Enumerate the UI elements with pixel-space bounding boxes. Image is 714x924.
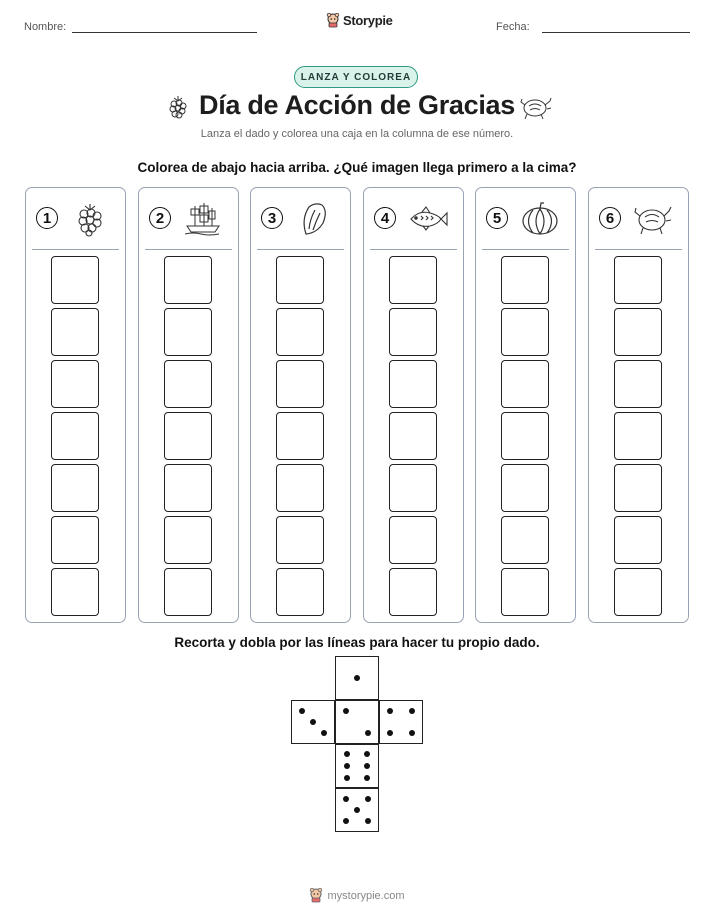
die-face-4 <box>379 700 423 744</box>
color-box[interactable] <box>164 464 212 512</box>
color-box[interactable] <box>164 308 212 356</box>
color-box[interactable] <box>614 516 662 564</box>
column-2 <box>138 187 239 623</box>
color-box[interactable] <box>276 568 324 616</box>
column-3 <box>250 187 351 623</box>
color-box[interactable] <box>276 308 324 356</box>
fish-icon <box>408 201 448 237</box>
die-face-2 <box>335 700 379 744</box>
footer-url: mystorypie.com <box>327 889 405 902</box>
column-number: 2 <box>149 207 171 229</box>
color-box[interactable] <box>614 568 662 616</box>
footer <box>0 888 714 903</box>
color-box[interactable] <box>389 464 437 512</box>
color-box[interactable] <box>276 516 324 564</box>
color-box[interactable] <box>276 256 324 304</box>
color-box[interactable] <box>276 464 324 512</box>
column-divider <box>145 249 232 250</box>
color-box[interactable] <box>51 308 99 356</box>
die-face-3 <box>291 700 335 744</box>
color-box[interactable] <box>614 412 662 460</box>
die-face-1 <box>335 656 379 700</box>
instruction-top: Colorea de abajo hacia arriba. ¿Qué imagen llega primero a la cima? <box>137 160 577 175</box>
color-box[interactable] <box>164 516 212 564</box>
subtitle: Lanza el dado y colorea una caja en la columna de ese número. <box>200 128 514 140</box>
color-box[interactable] <box>501 360 549 408</box>
color-box[interactable] <box>389 516 437 564</box>
turkey-icon <box>633 201 673 237</box>
ship-icon <box>183 201 223 237</box>
color-box[interactable] <box>51 360 99 408</box>
pumpkin-icon <box>520 201 560 237</box>
column-divider <box>370 249 457 250</box>
color-box[interactable] <box>501 308 549 356</box>
color-box[interactable] <box>51 412 99 460</box>
seed-icon <box>295 201 335 237</box>
mascot-icon <box>309 888 323 903</box>
name-line[interactable] <box>72 32 257 33</box>
logo-text: Storypie <box>343 13 393 28</box>
color-box[interactable] <box>501 412 549 460</box>
name-label: Nombre: <box>24 21 67 33</box>
page-title: Día de Acción de Gracias <box>199 90 515 120</box>
column-5 <box>475 187 576 623</box>
date-label: Fecha: <box>496 21 530 33</box>
color-box[interactable] <box>501 464 549 512</box>
color-box[interactable] <box>276 360 324 408</box>
color-box[interactable] <box>614 464 662 512</box>
column-4 <box>363 187 464 623</box>
column-number: 5 <box>486 207 508 229</box>
color-box[interactable] <box>389 568 437 616</box>
column-number: 1 <box>36 207 58 229</box>
color-box[interactable] <box>614 308 662 356</box>
die-face-5 <box>335 788 379 832</box>
color-box[interactable] <box>614 360 662 408</box>
color-box[interactable] <box>501 568 549 616</box>
color-box[interactable] <box>389 308 437 356</box>
date-line[interactable] <box>542 32 690 33</box>
instruction-bottom: Recorta y dobla por las líneas para hacer tu propio dado. <box>174 635 540 650</box>
color-box[interactable] <box>389 360 437 408</box>
color-box[interactable] <box>51 464 99 512</box>
color-box[interactable] <box>501 516 549 564</box>
color-box[interactable] <box>389 412 437 460</box>
color-box[interactable] <box>501 256 549 304</box>
color-box[interactable] <box>276 412 324 460</box>
color-box[interactable] <box>51 256 99 304</box>
column-divider <box>257 249 344 250</box>
column-divider <box>482 249 569 250</box>
color-box[interactable] <box>51 516 99 564</box>
column-number: 4 <box>374 207 396 229</box>
raspberry-icon <box>70 201 110 237</box>
color-box[interactable] <box>164 360 212 408</box>
mascot-icon <box>326 13 340 28</box>
column-1 <box>25 187 126 623</box>
die-face-6 <box>335 744 379 788</box>
color-box[interactable] <box>389 256 437 304</box>
column-divider <box>32 249 119 250</box>
column-6 <box>588 187 689 623</box>
storypie-logo <box>326 13 393 28</box>
column-divider <box>595 249 682 250</box>
turkey-icon <box>519 93 553 126</box>
column-number: 3 <box>261 207 283 229</box>
column-number: 6 <box>599 207 621 229</box>
color-box[interactable] <box>614 256 662 304</box>
color-box[interactable] <box>164 412 212 460</box>
color-box[interactable] <box>164 256 212 304</box>
activity-badge: LANZA Y COLOREA <box>294 66 418 88</box>
color-box[interactable] <box>164 568 212 616</box>
color-box[interactable] <box>51 568 99 616</box>
